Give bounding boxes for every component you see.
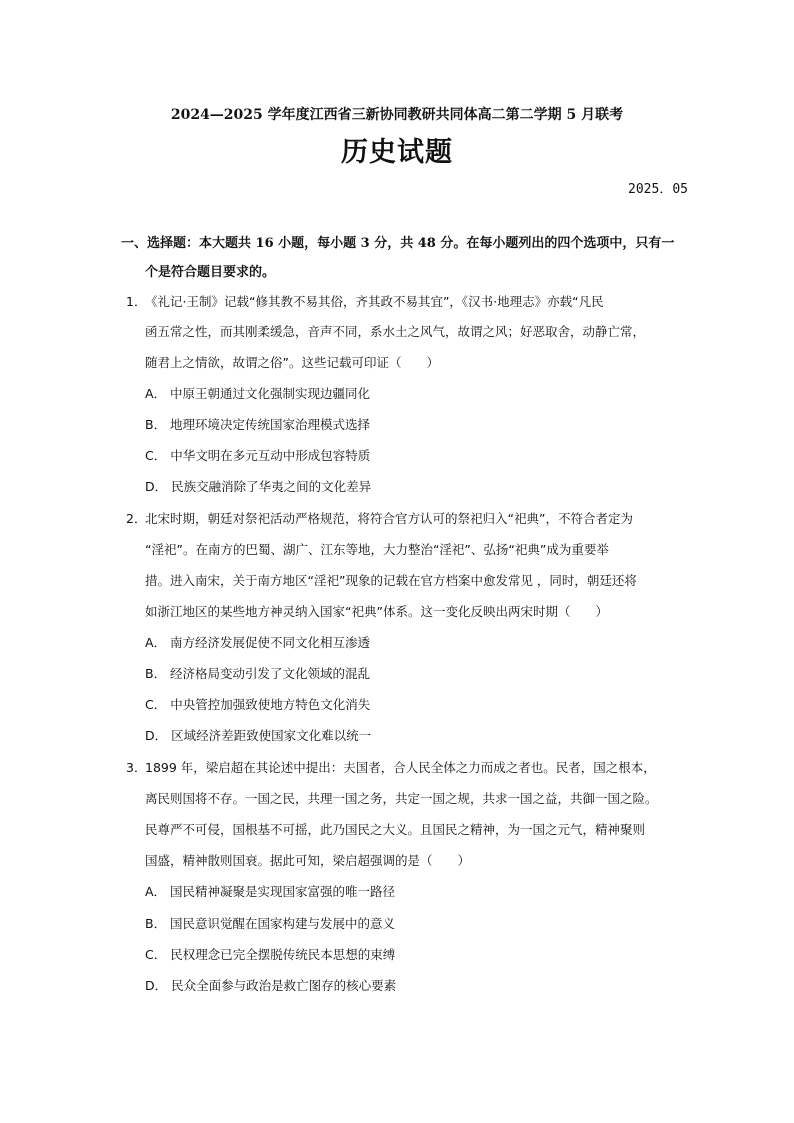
question-2-number: 2． bbox=[126, 511, 147, 526]
question-3-line-2: 离民则国将不存。一国之民，共理一国之务，共定一国之规，共求一国之益，共御一国之险。 bbox=[145, 791, 658, 806]
question-2-option-d[interactable]: D． 区域经济差距致使国家文化难以统一 bbox=[145, 728, 372, 743]
question-1-line-2: 函五常之性，而其刚柔缓急，音声不同，系水土之风气，故谓之风；好恶取舍，动静亡常， bbox=[145, 324, 646, 339]
exam-title: 2024—2025 学年度江西省三新协同教研共同体高二第二学期 5 月联考 bbox=[170, 107, 624, 123]
question-1-option-b[interactable]: B． 地理环境决定传统国家治理模式选择 bbox=[145, 417, 371, 432]
section-heading-line-2: 个是符合题目要求的。 bbox=[145, 265, 276, 280]
question-2-line-3: 措。进入南宋，关于南方地区“淫祀”现象的记载在官方档案中愈发常见 ，同时，朝廷还将 bbox=[145, 573, 637, 588]
question-3-line-1: 1899 年，梁启超在其论述中提出：夫国者，合人民全体之力而成之者也。民者，国之根本， bbox=[145, 760, 656, 775]
question-2-option-b[interactable]: B． 经济格局变动引发了文化领域的混乱 bbox=[145, 666, 371, 681]
question-3-option-d[interactable]: D． 民众全面参与政治是救亡图存的核心要素 bbox=[145, 978, 397, 993]
question-1-number: 1． bbox=[126, 294, 147, 309]
question-2-line-1: 北宋时期，朝廷对祭祀活动严格规范，将符合官方认可的祭祀归入“祀典”，不符合者定为 bbox=[145, 511, 633, 526]
question-2-line-2: “淫祀”。在南方的巴蜀、湖广、江东等地，大力整治“淫祀”、弘扬“祀典”成为重要举 bbox=[145, 542, 609, 557]
question-2-line-4: 如浙江地区的某些地方神灵纳入国家“祀典”体系。这一变化反映出两宋时期（ ） bbox=[145, 604, 608, 619]
subject-title: 历史试题 bbox=[341, 137, 453, 168]
question-3-option-c[interactable]: C． 民权理念已完全摆脱传统民本思想的束缚 bbox=[145, 947, 396, 962]
question-2-option-c[interactable]: C． 中央管控加强致使地方特色文化消失 bbox=[145, 697, 371, 712]
question-3-number: 3． bbox=[126, 760, 147, 775]
question-3-line-4: 国盛，精神散则国衰。据此可知，梁启超强调的是（ ） bbox=[145, 853, 471, 868]
question-3-line-3: 民尊严不可侵，国根基不可摇，此乃国民之大义。且国民之精神，为一国之元气，精神聚则 bbox=[145, 822, 646, 837]
question-3-option-a[interactable]: A． 国民精神凝聚是实现国家富强的唯一路径 bbox=[145, 884, 396, 899]
exam-date: 2025．05 bbox=[628, 182, 688, 197]
question-1-option-d[interactable]: D． 民族交融消除了华夷之间的文化差异 bbox=[145, 479, 372, 494]
section-heading-line-1: 一、选择题：本大题共 16 小题，每小题 3 分，共 48 分。在每小题列出的四个选项中，只有一 bbox=[121, 236, 675, 251]
question-1-option-c[interactable]: C． 中华文明在多元互动中形成包容特质 bbox=[145, 448, 371, 463]
question-1-line-3: 随君上之情欲，故谓之俗”。这些记载可印证（ ） bbox=[145, 355, 439, 370]
question-1-option-a[interactable]: A． 中原王朝通过文化强制实现边疆同化 bbox=[145, 386, 371, 401]
question-3-option-b[interactable]: B． 国民意识觉醒在国家构建与发展中的意义 bbox=[145, 916, 396, 931]
question-2-option-a[interactable]: A． 南方经济发展促使不同文化相互渗透 bbox=[145, 635, 371, 650]
question-1-line-1: 《礼记·王制》记载“修其教不易其俗，齐其政不易其宜”，《汉书·地理志》亦载“凡民 bbox=[145, 294, 604, 309]
